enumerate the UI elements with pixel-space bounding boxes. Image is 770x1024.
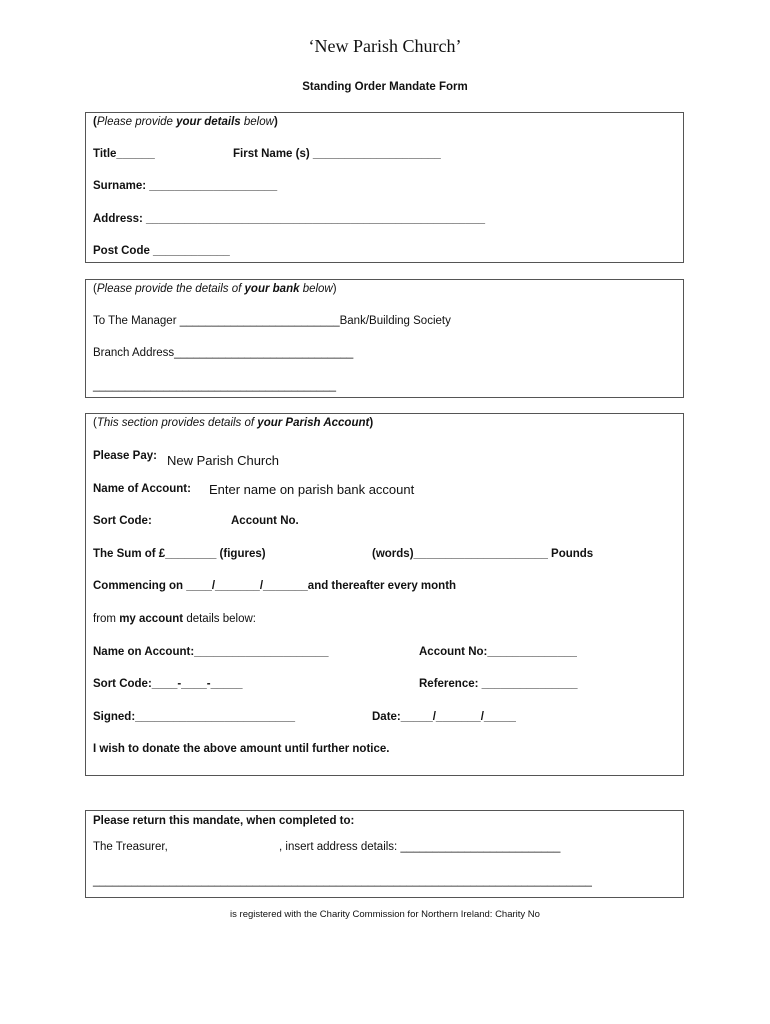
title-field[interactable]: Title______ — [93, 148, 155, 160]
charity-registration-footer: is registered with the Charity Commission for Northern Ireland: Charity No — [230, 909, 540, 920]
parish-account-section — [85, 413, 684, 776]
first-name-field[interactable]: First Name (s) ____________________ — [233, 148, 441, 160]
from-my-account-text: from my account details below: — [93, 613, 256, 625]
name-of-account-label: Name of Account: — [93, 483, 191, 495]
account-no-field[interactable]: Account No:______________ — [419, 646, 577, 658]
address-field[interactable]: Address: _____________________________________________________ — [93, 213, 486, 225]
surname-field[interactable]: Surname: ____________________ — [93, 180, 278, 192]
date-field[interactable]: Date:_____/_______/_____ — [372, 711, 516, 723]
parish-intro: (This section provides details of your Parish Account) — [93, 417, 374, 429]
postcode-field[interactable]: Post Code ____________ — [93, 245, 230, 257]
return-heading: Please return this mandate, when completed to: — [93, 815, 355, 827]
return-mandate-section — [85, 810, 684, 898]
treasurer-label: The Treasurer, — [93, 841, 168, 853]
account-no-label: Account No. — [231, 515, 299, 527]
return-address-line[interactable]: ______________________________________________________________________________ — [93, 875, 592, 887]
reference-field[interactable]: Reference: _______________ — [419, 678, 578, 690]
manager-field[interactable]: To The Manager _________________________Bank/Building Society — [93, 315, 451, 327]
donate-statement: I wish to donate the above amount until further notice. — [93, 743, 390, 755]
name-of-account-input[interactable]: Enter name on parish bank account — [209, 482, 415, 497]
bank-intro: (Please provide the details of your bank below) — [93, 283, 337, 295]
sort-code-field[interactable]: Sort Code:____-____-_____ — [93, 678, 243, 690]
name-on-account-field[interactable]: Name on Account:_____________________ — [93, 646, 329, 658]
commencing-field[interactable]: Commencing on ____/_______/_______and thereafter every month — [93, 580, 457, 592]
your-bank-section — [85, 279, 684, 398]
branch-address-line-2[interactable]: ______________________________________ — [93, 380, 337, 392]
details-intro: (Please provide your details below) — [93, 116, 278, 128]
sum-figures-field[interactable]: The Sum of £________ (figures) — [93, 548, 266, 560]
branch-address-field[interactable]: Branch Address____________________________ — [93, 347, 354, 359]
insert-address-field[interactable]: , insert address details: _________________________ — [279, 841, 561, 853]
please-pay-label: Please Pay: — [93, 450, 157, 462]
sort-code-label: Sort Code: — [93, 515, 152, 527]
signed-field[interactable]: Signed:_________________________ — [93, 711, 296, 723]
church-title: ‘New Parish Church’ — [308, 36, 462, 56]
please-pay-input[interactable]: New Parish Church — [167, 453, 279, 468]
form-title: Standing Order Mandate Form — [302, 81, 468, 93]
your-details-section — [85, 112, 684, 263]
sum-words-field[interactable]: (words)_____________________ Pounds — [372, 548, 594, 560]
